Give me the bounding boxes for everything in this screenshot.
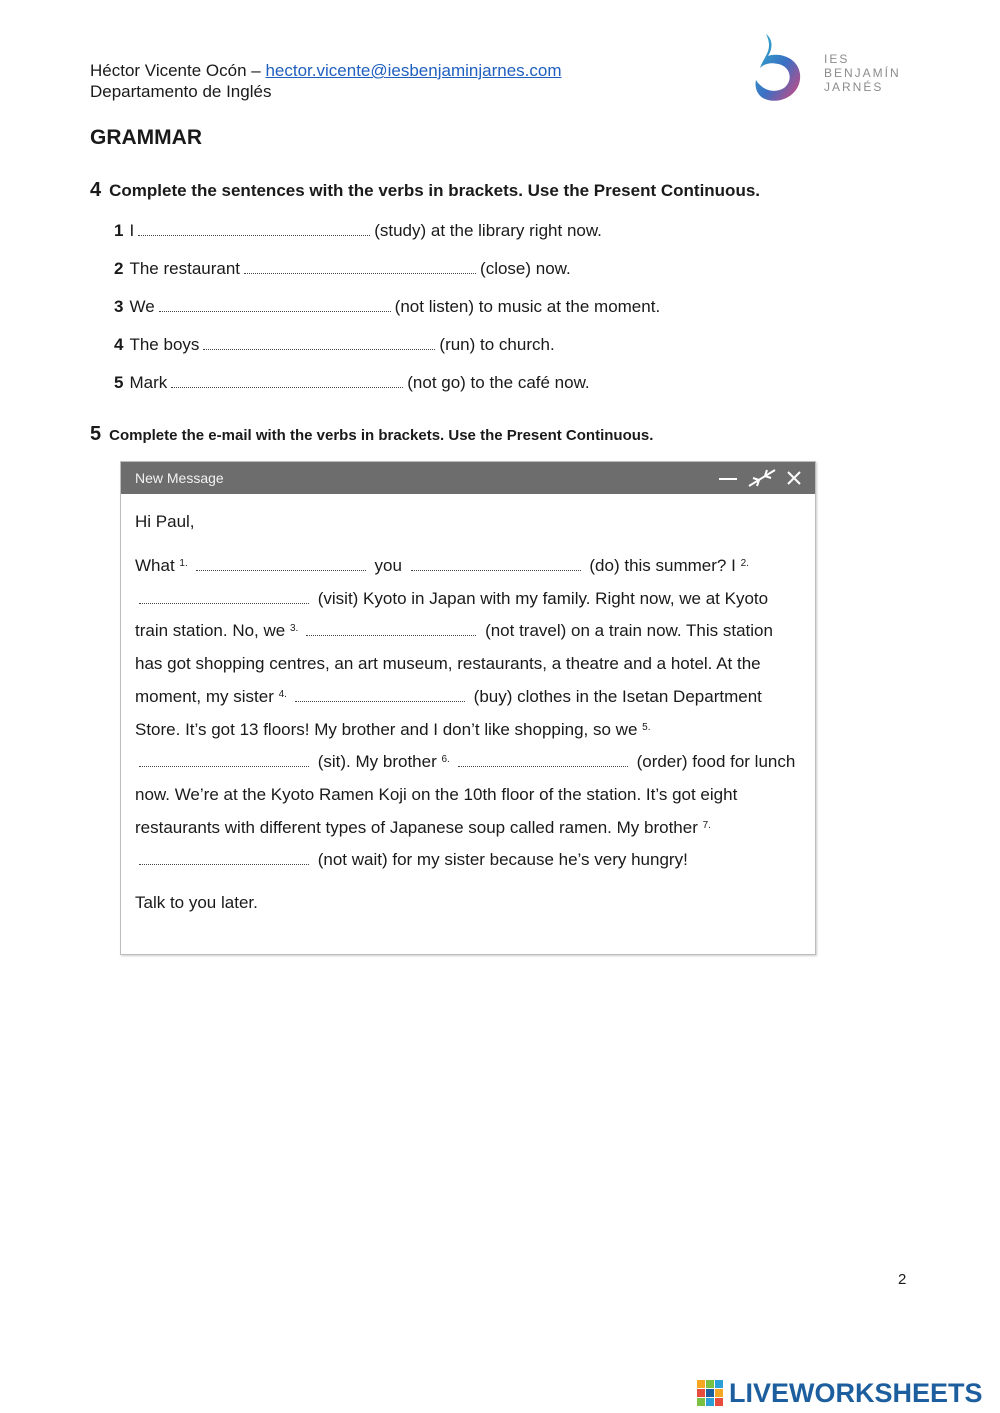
logo-line-1: IES	[824, 52, 850, 66]
answer-blank[interactable]	[159, 297, 391, 312]
instruction-text: Complete the e-mail with the verbs in brackets. Use the Present Continuous.	[109, 427, 654, 444]
email-body	[121, 494, 815, 919]
list-item	[114, 220, 660, 258]
gap-number: 2.	[740, 558, 749, 569]
gap-number: 1.	[179, 558, 188, 569]
department-name: Departamento de Inglés	[90, 82, 272, 101]
school-logo-text	[824, 52, 901, 94]
gap-number: 4.	[278, 688, 287, 700]
item-number: 4	[114, 335, 124, 354]
answer-blank[interactable]	[295, 687, 465, 702]
answer-blank[interactable]	[138, 221, 370, 236]
item-text-before: The boys	[129, 335, 200, 354]
school-logo-icon	[752, 30, 816, 106]
email-closing: Talk to you later.	[135, 893, 258, 913]
exercise-number: 4	[90, 179, 102, 201]
item-number: 1	[114, 221, 124, 240]
email-text: (visit) Kyoto in Japan with my family. Right now, we at Kyoto train station. No, we	[135, 588, 769, 641]
window-controls	[717, 462, 803, 494]
answer-blank[interactable]	[244, 259, 476, 274]
email-text: What	[135, 556, 175, 575]
email-text: you	[374, 556, 402, 575]
item-text-after: (not listen) to music at the moment.	[394, 297, 661, 316]
answer-blank[interactable]	[411, 556, 581, 571]
answer-blank[interactable]	[139, 850, 309, 865]
liveworksheets-logo-icon	[697, 1380, 723, 1406]
gap-number: 5.	[642, 721, 651, 733]
school-logo	[752, 30, 912, 106]
answer-blank[interactable]	[196, 556, 366, 571]
item-number: 3	[114, 297, 124, 316]
author-email-link[interactable]: hector.vicente@iesbenjaminjarnes.com	[265, 61, 562, 80]
email-text: (not travel) on a train now. This station has got shopping centres, an art museum, restaurants, a theatre and a hotel. At the moment, my sister	[135, 621, 773, 706]
item-text-before: We	[129, 297, 155, 316]
logo-line-2: BENJAMÍN	[824, 66, 901, 80]
list-item	[114, 334, 660, 372]
item-text-after: (run) to church.	[439, 335, 555, 354]
liveworksheets-wordmark: LIVEWORKSHEETS	[729, 1377, 983, 1408]
list-item	[114, 296, 660, 334]
item-text-after: (not go) to the café now.	[407, 373, 590, 392]
answer-blank[interactable]	[139, 589, 309, 604]
item-text-before: The restaurant	[129, 259, 241, 278]
email-paragraph	[135, 550, 801, 877]
exercise-4-instruction	[90, 179, 760, 202]
answer-blank[interactable]	[306, 621, 476, 636]
email-window-title: New Message	[135, 470, 224, 486]
list-item	[114, 372, 660, 410]
answer-blank[interactable]	[171, 373, 403, 388]
item-number: 2	[114, 259, 124, 278]
item-text-after: (close) now.	[480, 259, 571, 278]
answer-blank[interactable]	[458, 752, 628, 767]
answer-blank[interactable]	[139, 752, 309, 767]
collapse-arrows-icon[interactable]	[745, 466, 779, 490]
email-text: (order) food for lunch now. We’re at the Kyoto Ramen Koji on the 10th floor of the station. It’s got eight restaurants with different types of Japanese soup called ramen. My brother	[135, 752, 796, 837]
item-number: 5	[114, 373, 124, 392]
email-text: (sit). My brother	[317, 752, 437, 772]
page-number: 2	[898, 1271, 907, 1288]
email-text: (not wait) for my sister because he’s very hungry!	[317, 850, 688, 870]
item-text-before: I	[129, 221, 135, 240]
item-text-after: (study) at the library right now.	[374, 221, 602, 240]
item-text-before: Mark	[129, 373, 168, 392]
minimize-icon[interactable]	[717, 470, 739, 486]
list-item	[114, 258, 660, 296]
close-icon[interactable]	[785, 469, 803, 487]
gap-number: 7.	[702, 819, 711, 831]
liveworksheets-brand	[697, 1378, 983, 1408]
author-line	[90, 60, 561, 81]
author-name: Héctor Vicente Ocón –	[90, 61, 261, 80]
email-greeting: Hi Paul,	[135, 512, 195, 531]
answer-blank[interactable]	[203, 335, 435, 350]
email-text: (buy) clothes in the Isetan Department Store. It’s got 13 floors! My brother and I don’t like shopping, so we	[135, 686, 762, 739]
email-titlebar	[121, 462, 815, 494]
section-title: GRAMMAR	[90, 126, 202, 149]
author-header	[90, 60, 561, 102]
exercise-number: 5	[90, 423, 102, 445]
email-text: (do) this summer? I	[589, 556, 736, 575]
exercise-5-instruction	[90, 423, 653, 446]
logo-line-3: JARNÉS	[824, 80, 884, 94]
gap-number: 6.	[441, 754, 450, 766]
instruction-text: Complete the sentences with the verbs in brackets. Use the Present Continuous.	[109, 181, 761, 200]
exercise-4-list	[114, 220, 660, 410]
email-window	[120, 461, 816, 955]
gap-number: 3.	[289, 623, 299, 635]
